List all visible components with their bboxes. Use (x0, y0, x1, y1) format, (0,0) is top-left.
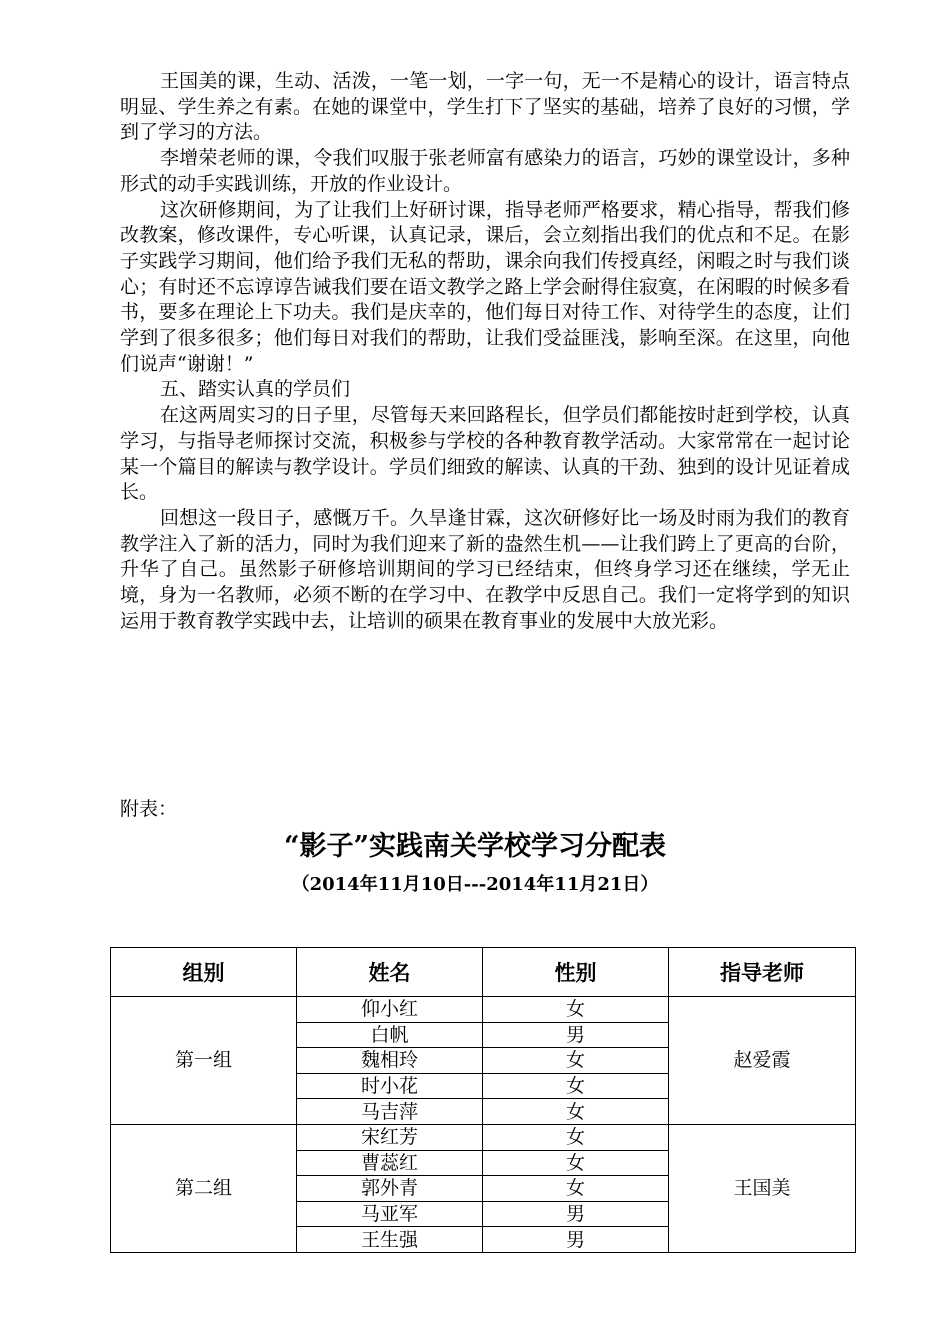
gender-cell: 男 (483, 1022, 669, 1048)
gender-cell: 女 (483, 1176, 669, 1202)
table-row (111, 1124, 856, 1150)
header-group: 组别 (111, 948, 297, 997)
gender-cell: 女 (483, 1150, 669, 1176)
group-cell: 第一组 (111, 997, 297, 1125)
assignment-table (110, 947, 856, 1253)
name-cell: 马吉萍 (297, 1099, 483, 1125)
name-cell: 时小花 (297, 1073, 483, 1099)
gender-cell: 男 (483, 1201, 669, 1227)
gender-cell: 男 (483, 1227, 669, 1253)
name-cell: 宋红芳 (297, 1124, 483, 1150)
table-header-row (111, 948, 856, 997)
header-name: 姓名 (297, 948, 483, 997)
header-gender: 性别 (483, 948, 669, 997)
attachment-label: 附表： (120, 798, 178, 820)
name-cell: 仰小红 (297, 997, 483, 1023)
group-cell: 第二组 (111, 1124, 297, 1252)
name-cell: 白帆 (297, 1022, 483, 1048)
name-cell: 魏相玲 (297, 1048, 483, 1074)
gender-cell: 女 (483, 997, 669, 1023)
gender-cell: 女 (483, 1048, 669, 1074)
section-heading: 五、踏实认真的学员们 (160, 378, 351, 401)
table-title: “影子”实践南关学校学习分配表 (283, 831, 667, 862)
teacher-cell: 赵爱霞 (669, 997, 856, 1125)
teacher-cell: 王国美 (669, 1124, 856, 1252)
name-cell: 郭外青 (297, 1176, 483, 1202)
body-text (120, 69, 850, 634)
gender-cell: 女 (483, 1073, 669, 1099)
gender-cell: 女 (483, 1124, 669, 1150)
name-cell: 王生强 (297, 1227, 483, 1253)
gender-cell: 女 (483, 1099, 669, 1125)
paragraph-4: 在这两周实习的日子里，尽管每天来回路程长，但学员们都能按时赶到学校，认真学习，与指导老师探讨交流，积极参与学校的各种教育教学活动。大家常常在一起讨论某一个篇目的解读与教学设计。学员们细致的解读、认真的干劲、独到的设计见证着成长。 (120, 404, 850, 504)
paragraph-2: 李增荣老师的课，令我们叹服于张老师富有感染力的语言，巧妙的课堂设计，多种形式的动手实践训练，开放的作业设计。 (120, 147, 850, 195)
paragraph-3: 这次研修期间，为了让我们上好研讨课，指导老师严格要求，精心指导，帮我们修改教案，修改课件，专心听课，认真记录，课后，会立刻指出我们的优点和不足。在影子实践学习期间，他们给予我们无私的帮助，课余向我们传授真经，闲暇之时与我们谈心；有时还不忘谆谆告诫我们要在语文教学之路上学会耐得住寂寞，在闲暇的时候多看书，要多在理论上下功夫。我们是庆幸的，他们每日对待工作、对待学生的态度，让们学到了很多很多；他们每日对我们的帮助，让我们受益匪浅，影响至深。在这里，向他们说声“谢谢！” (120, 198, 850, 375)
paragraph-1: 王国美的课，生动、活泼，一笔一划，一字一句，无一不是精心的设计，语言特点明显、学生养之有素。在她的课堂中，学生打下了坚实的基础，培养了良好的习惯，学到了学习的方法。 (120, 70, 850, 144)
table-subtitle: （2014年11月10日---2014年11月21日） (291, 874, 659, 895)
name-cell: 马亚军 (297, 1201, 483, 1227)
paragraph-5: 回想这一段日子，感慨万千。久旱逢甘霖，这次研修好比一场及时雨为我们的教育教学注入了新的活力，同时为我们迎来了新的盎然生机——让我们跨上了更高的台阶，升华了自己。虽然影子研修培训期间的学习已经结束，但终身学习还在继续，学无止境，身为一名教师，必须不断的在学习中、在教学中反思自己。我们一定将学到的知识运用于教育教学实践中去，让培训的硕果在教育事业的发展中大放光彩。 (120, 506, 850, 632)
name-cell: 曹蕊红 (297, 1150, 483, 1176)
header-teacher: 指导老师 (669, 948, 856, 997)
table-row (111, 997, 856, 1023)
